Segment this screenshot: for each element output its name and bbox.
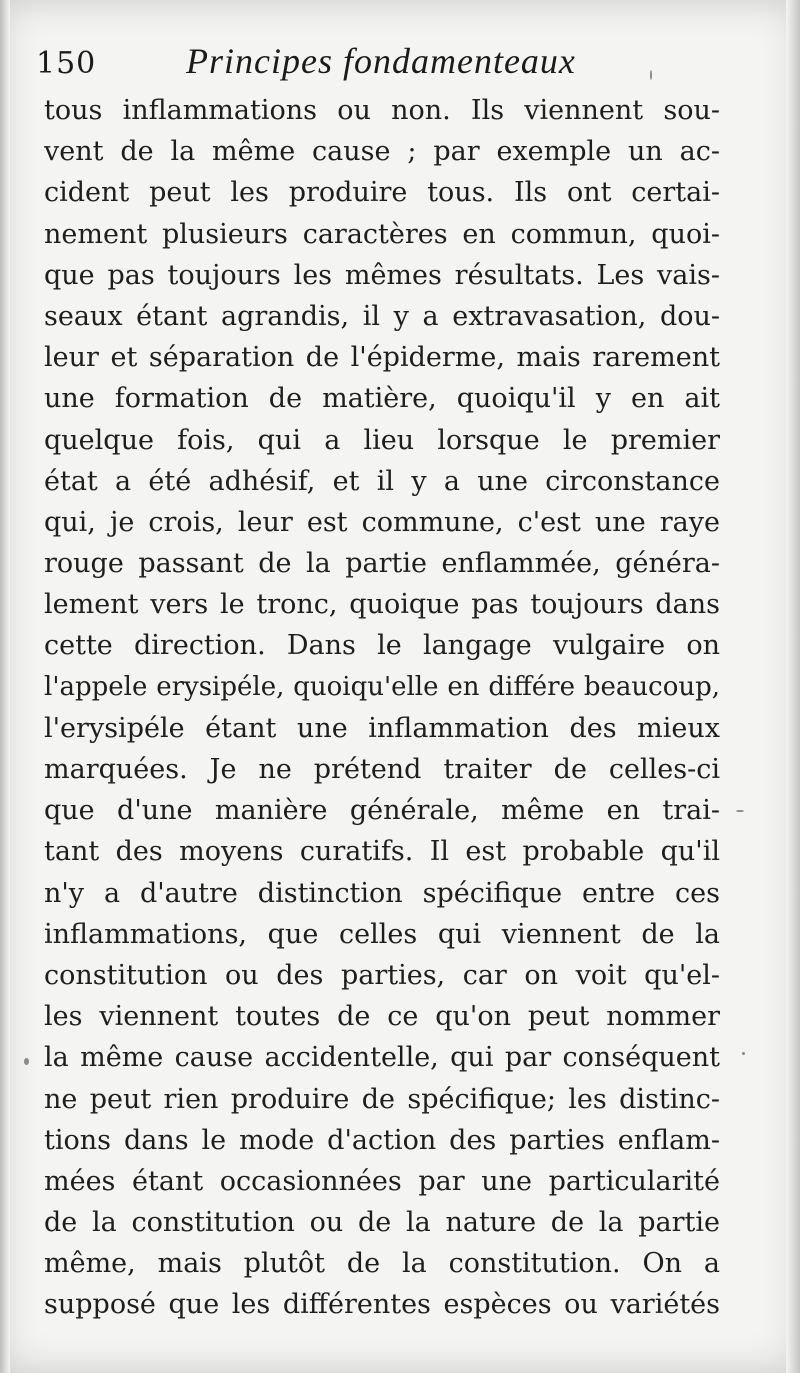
ink-speck [736,810,744,812]
text-line: tant des moyens curatifs. Il est probable qu'il [44,836,720,868]
text-line: marquées. Je ne prétend traiter de celles-ci [44,754,720,785]
text-line: mées étant occasionnées par une particularité [44,1165,720,1197]
body-text [44,90,720,1326]
text-line: tous inflammations ou non. Ils viennent sou- [44,95,720,126]
text-line: que d'une manière générale, même en trai- [44,795,720,827]
text-line: rouge passant de la partie enflammée, généra- [44,548,720,580]
text-line: ne peut rien produire de spécifique; les distinc- [44,1083,720,1115]
text-line: nement plusieurs caractères en commun, quoi- [44,218,720,250]
page-edge-left [0,0,10,1373]
text-line: l'appele erysipéle, quoiqu'elle en différe beaucoup, [44,671,720,702]
ink-speck [742,1052,745,1055]
text-line: tions dans le mode d'action des parties enflam- [44,1124,720,1156]
text-line: vent de la même cause ; par exemple un ac- [44,136,720,168]
text-line: état a été adhésif, et il y a une circonstance [44,465,720,497]
text-line: n'y a d'autre distinction spécifique entre ces [44,877,720,909]
text-line: que pas toujours les mêmes résultats. Les vais- [44,259,720,291]
text-line: même, mais plutôt de la constitution. On a [44,1248,720,1280]
ink-speck [650,70,652,80]
running-title: Principes fondamenteaux [186,41,576,81]
text-line: l'erysipéle étant une inflammation des mieux [44,712,720,744]
text-line: inflammations, que celles qui viennent de la [44,918,720,950]
page-number: 150 [36,46,97,81]
ink-speck [24,1058,29,1065]
text-line: quelque fois, qui a lieu lorsque le premier [44,424,720,456]
text-line: supposé que les différentes espèces ou variétés [44,1289,720,1321]
text-line: de la constitution ou de la nature de la partie [44,1207,720,1239]
text-line: qui, je crois, leur est commune, c'est une raye [44,506,720,538]
text-line: seaux étant agrandis, il y a extravasation, dou- [44,300,720,332]
text-line: la même cause accidentelle, qui par conséquent [44,1042,720,1074]
text-line: cette direction. Dans le langage vulgaire on [44,630,720,662]
text-line: les viennent toutes de ce qu'on peut nommer [44,1001,720,1033]
text-line: leur et séparation de l'épiderme, mais rarement [44,342,720,374]
text-line: une formation de matière, quoiqu'il y en ait [44,383,720,415]
text-line: lement vers le tronc, quoique pas toujours dans [44,589,720,621]
page-edge-right [786,0,800,1373]
page-header [36,40,726,90]
text-line: cident peut les produire tous. Ils ont certai- [44,177,720,209]
text-line: constitution ou des parties, car on voit qu'el- [44,959,720,991]
